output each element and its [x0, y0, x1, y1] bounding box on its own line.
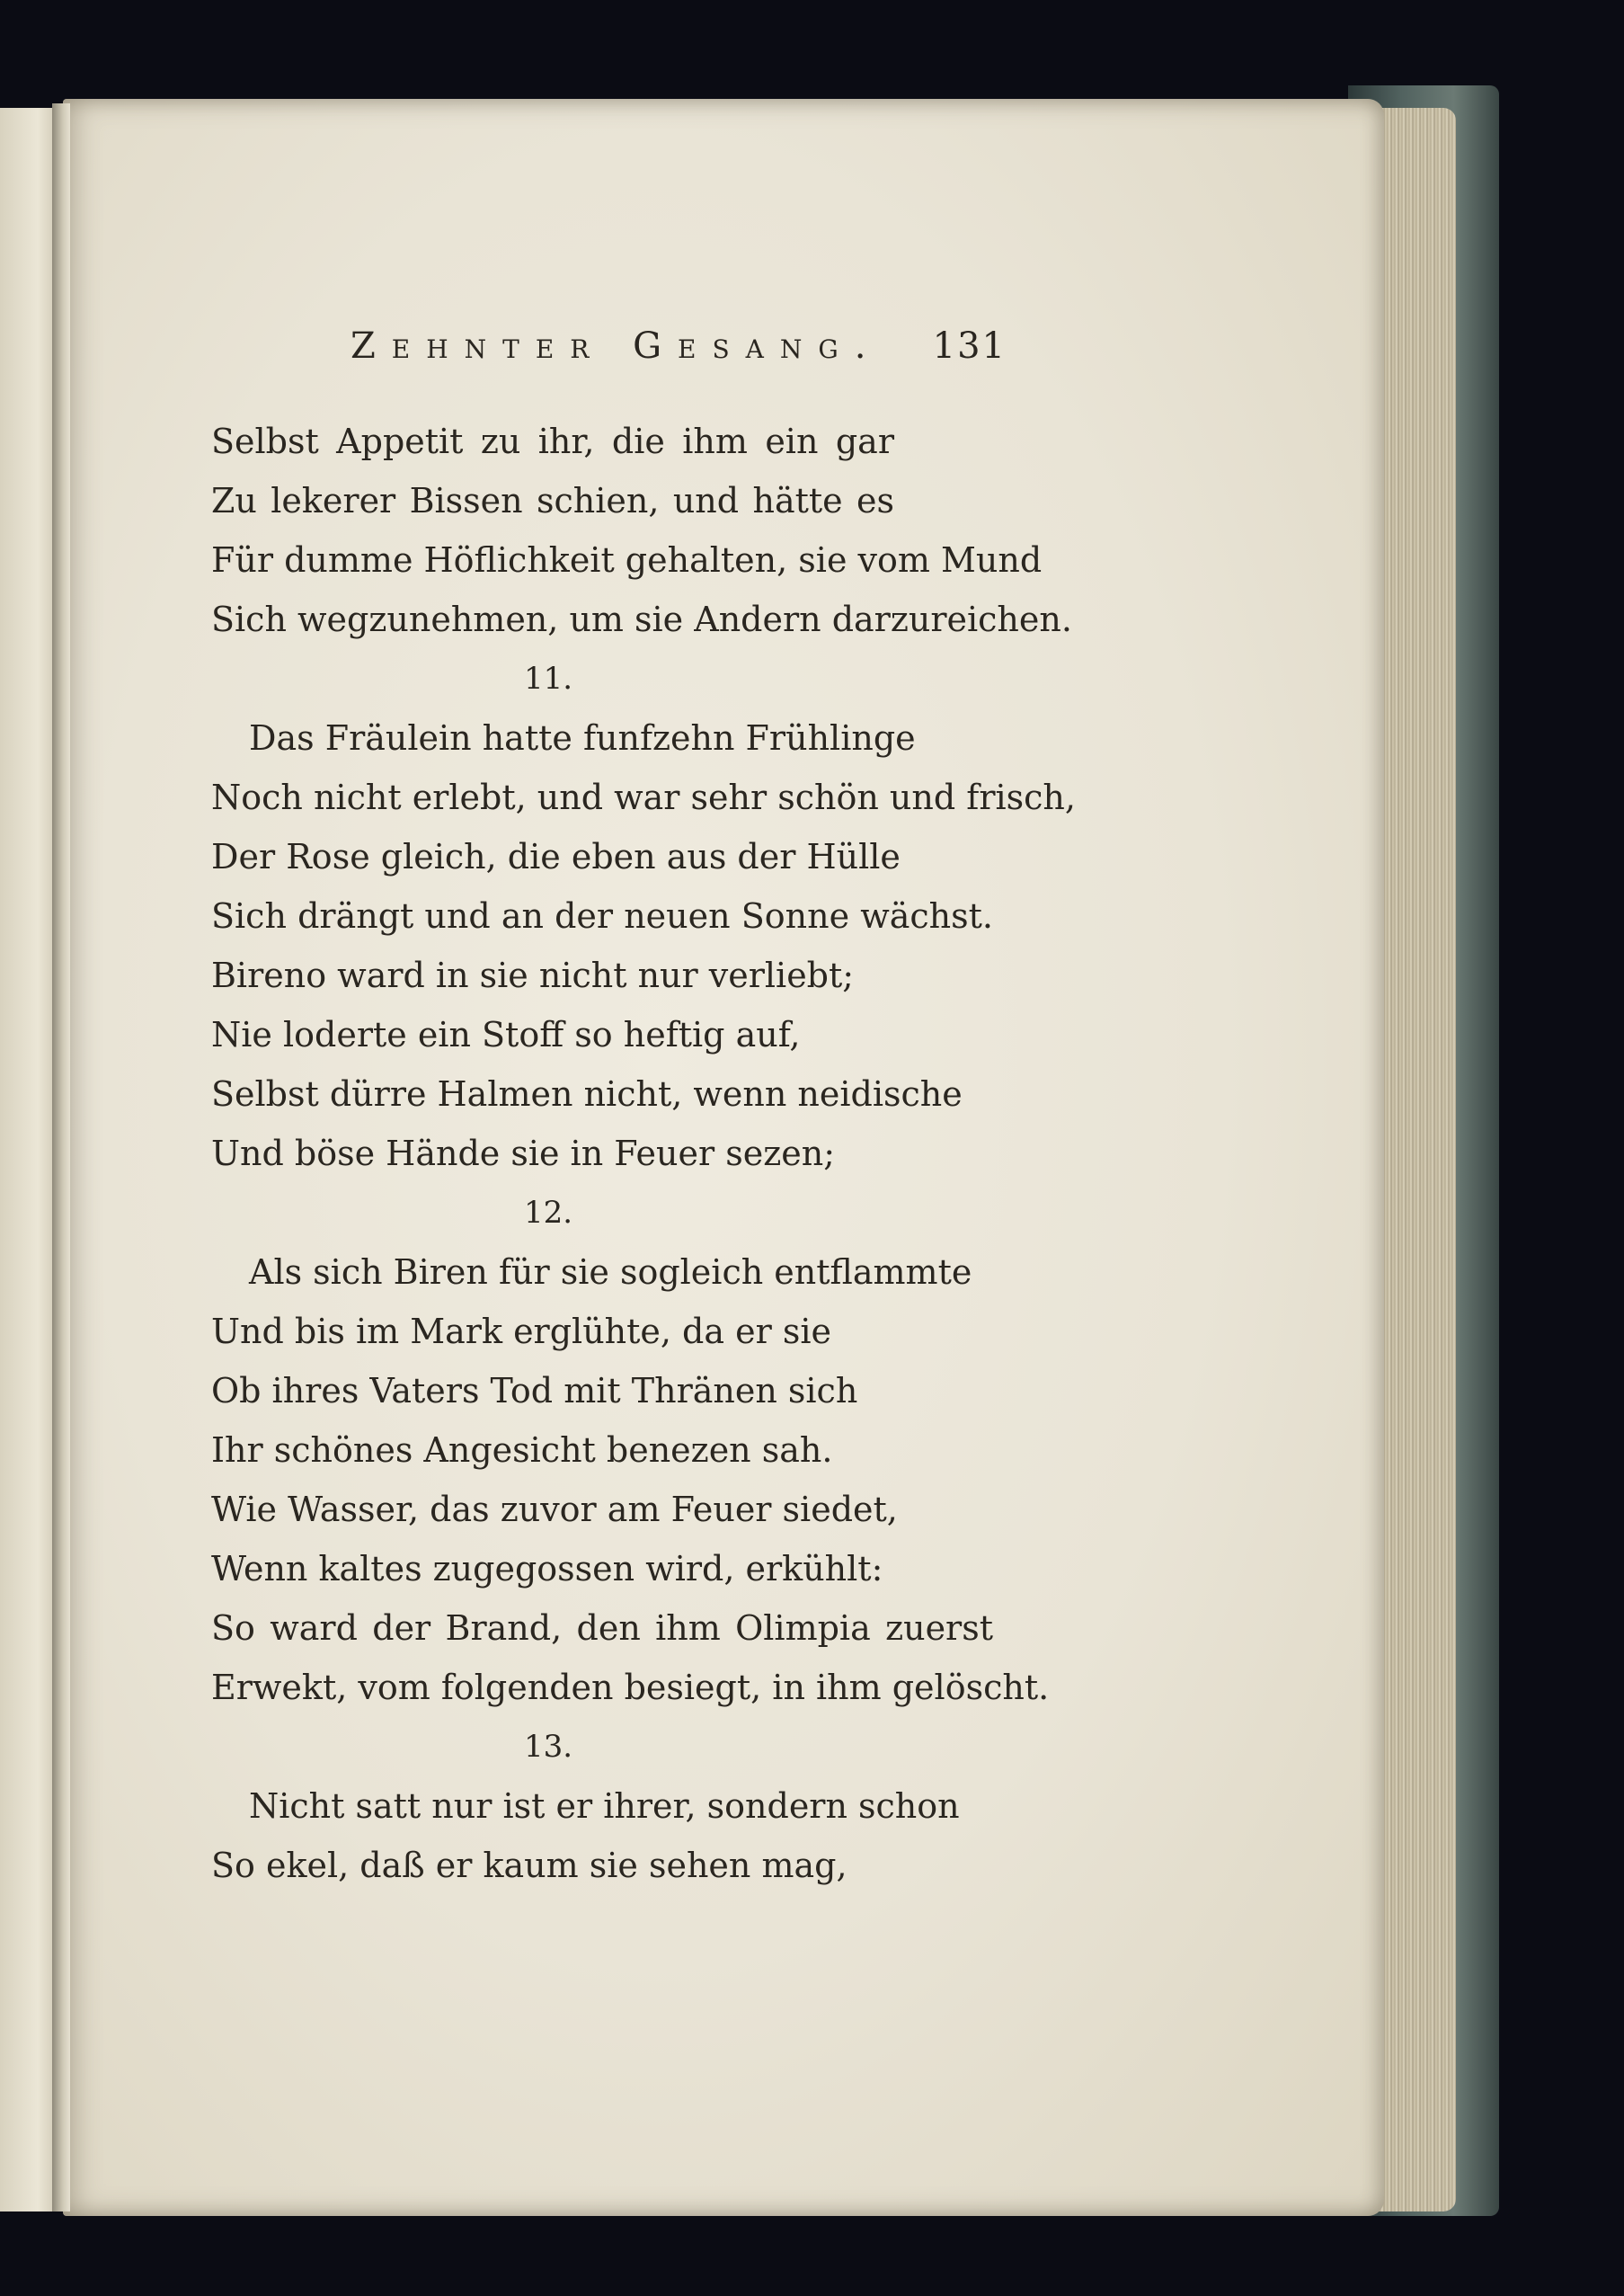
poem-text — [211, 412, 1076, 1895]
running-head-title: Zehnter Gesang. — [351, 325, 883, 367]
verse-line: Und bis im Mark erglühte, da er sie — [211, 1312, 831, 1351]
stanza-number: 12. — [523, 1195, 573, 1231]
running-head — [351, 325, 1007, 379]
verse-line: Sich drängt und an der neuen Sonne wächst. — [211, 896, 993, 936]
verse-line: Ihr schönes Angesicht benezen sah. — [211, 1430, 833, 1470]
book-gutter — [52, 103, 70, 2211]
verse-line: Selbst Appetit zu ihr, die ihm ein gar — [211, 422, 894, 461]
verse-line: Bireno ward in sie nicht nur verliebt; — [211, 956, 855, 995]
page-number: 131 — [932, 325, 1007, 367]
verse-line: Wie Wasser, das zuvor am Feuer siedet, — [211, 1490, 898, 1529]
verse-line: Ob ihres Vaters Tod mit Thränen sich — [211, 1371, 858, 1411]
verse-line: Wenn kaltes zugegossen wird, erkühlt: — [211, 1549, 883, 1589]
verse-line: Sich wegzunehmen, um sie Andern darzureichen. — [211, 600, 1072, 639]
stanza-number: 11. — [523, 661, 573, 697]
verse-line: Nie loderte ein Stoff so heftig auf, — [211, 1015, 801, 1055]
stanza-number: 13. — [523, 1729, 573, 1765]
verse-line: Und böse Hände sie in Feuer sezen; — [211, 1134, 836, 1173]
verse-line: Der Rose gleich, die eben aus der Hülle — [211, 837, 901, 877]
verse-line: Erwekt, vom folgenden besiegt, in ihm gelöscht. — [211, 1668, 1050, 1707]
verse-line: So ward der Brand, den ihm Olimpia zuerst — [211, 1608, 993, 1648]
verse-line: So ekel, daß er kaum sie sehen mag, — [211, 1846, 847, 1885]
verse-line: Als sich Biren für sie sogleich entflammte — [249, 1252, 972, 1292]
verse-line: Noch nicht erlebt, und war sehr schön und frisch, — [211, 778, 1076, 817]
verse-line: Für dumme Höflichkeit gehalten, sie vom Mund — [211, 540, 1043, 580]
verse-line: Selbst dürre Halmen nicht, wenn neidische — [211, 1074, 963, 1114]
verse-line: Das Fräulein hatte funfzehn Frühlinge — [249, 718, 916, 758]
verse-line: Nicht satt nur ist er ihrer, sondern schon — [249, 1786, 960, 1826]
verse-line: Zu lekerer Bissen schien, und hätte es — [211, 481, 894, 521]
